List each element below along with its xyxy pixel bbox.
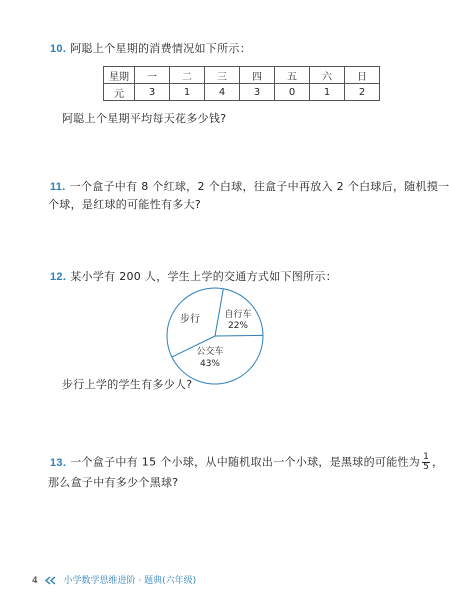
table-cell: 1 [170,84,205,101]
table-cell: 1 [310,84,345,101]
pie-slice-percent: 22% [227,321,249,331]
table-cell: 0 [275,84,310,101]
q10-text: 阿聪上个星期的消费情况如下所示： [70,42,252,55]
q12-prompt [50,268,337,286]
q13-line1 [50,453,443,472]
table-cell: 3 [240,84,275,101]
pie-slice-label: 公交车 [196,347,224,357]
q10-prompt [50,40,251,58]
table-cell: 二 [170,67,205,84]
pie-divider [215,335,263,336]
q11-text: 一个盒子中有 8 个红球，2 个白球，往盒子中再放入 2 个白球后，随机摸一 [69,180,449,193]
q12-pie-chart [160,286,270,386]
q13-line2: 那么盒子中有多少个黑球? [48,476,179,489]
q13-text: 一个盒子中有 15 个小球，从中随机取出一个小球，是黑球的可能性为 [70,455,421,469]
table-cell: 3 [135,84,170,101]
q11-line1 [50,178,449,196]
table-cell: 星期 [104,67,135,84]
q12-number: 12. [50,271,67,283]
fraction-numerator: 1 [423,452,430,462]
table-cell: 4 [205,84,240,101]
table-cell: 一 [135,67,170,84]
book-title: 小学数学思维进阶 · 题典(六年级) [63,576,197,586]
q11-line2: 个球，是红球的可能性有多大? [48,198,202,211]
fraction-denominator: 5 [423,462,430,472]
q12-text: 某小学有 200 人，学生上学的交通方式如下图所示： [70,270,337,283]
table-cell: 六 [310,67,345,84]
q13-line1-end: ， [432,455,444,469]
page-footer [32,573,196,586]
page-number: 4 [32,576,38,586]
table-cell: 四 [240,67,275,84]
table-cell: 2 [345,84,380,101]
table-header-row [104,67,380,84]
q13-fraction [422,453,430,472]
table-cell: 日 [345,67,380,84]
q11-number: 11. [50,181,66,193]
table-cell: 五 [275,67,310,84]
table-cell: 三 [205,67,240,84]
q10-question: 阿聪上个星期平均每天花多少钱? [62,112,227,125]
double-chevron-icon [44,576,58,585]
pie-slice-label: 自行车 [224,310,252,320]
q13-number: 13. [50,456,67,469]
pie-slice-label: 步行 [180,314,200,325]
q10-spending-table [103,66,380,101]
table-row [104,84,380,101]
table-cell: 元 [104,84,135,101]
q10-number: 10. [50,43,67,55]
pie-slice-percent: 43% [199,359,221,369]
q12-question: 步行上学的学生有多少人? [62,378,193,391]
